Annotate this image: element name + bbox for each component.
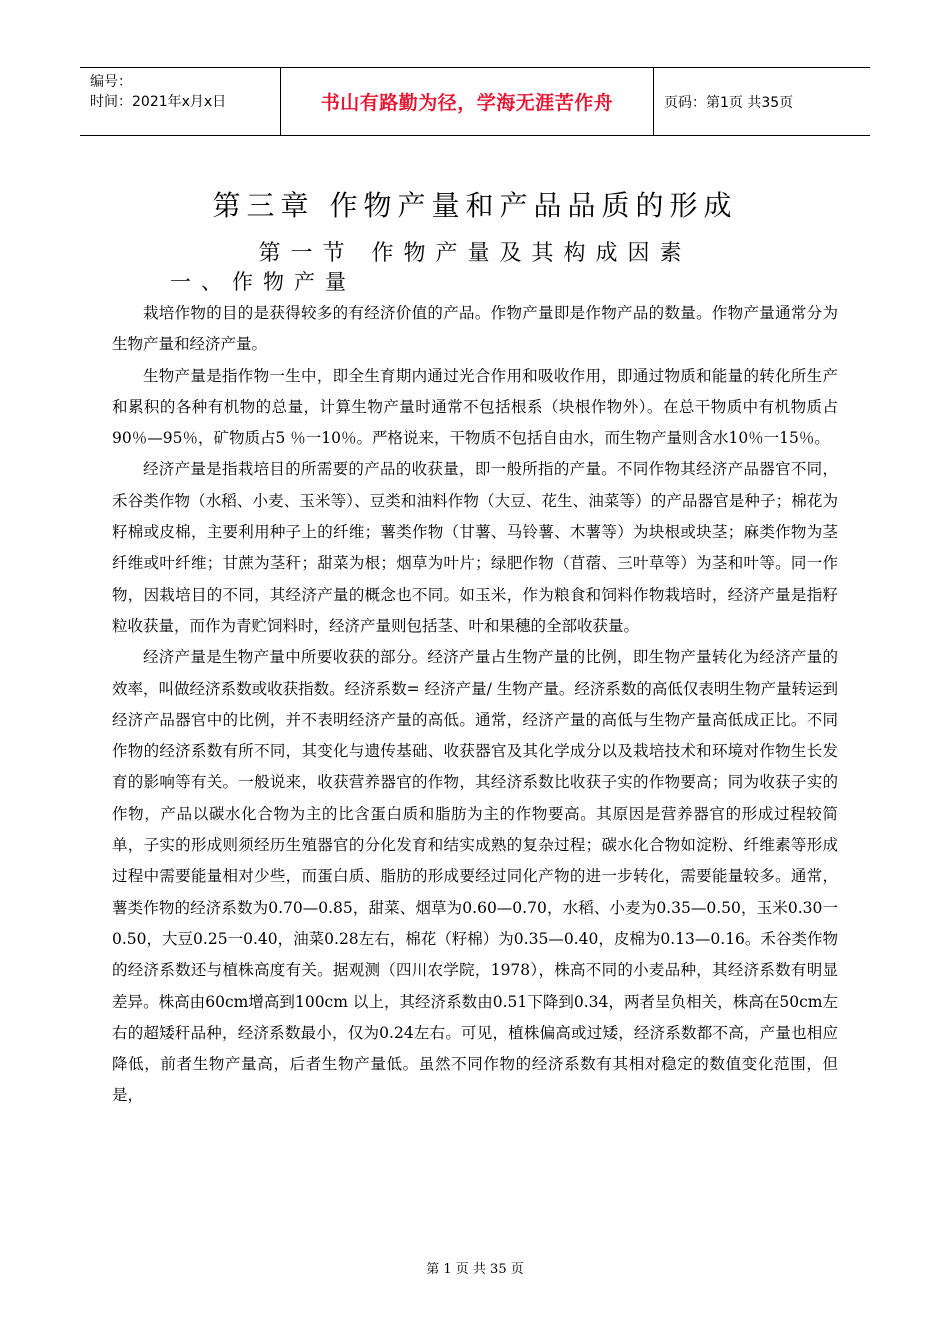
page-header xyxy=(80,67,870,136)
header-meta xyxy=(80,68,280,135)
chapter-title: 第三章 作物产量和产品品质的形成 xyxy=(212,189,738,222)
section-title: 第一节 作物产量及其构成因素 xyxy=(258,241,692,266)
header-page-info: 页码：第1页 共35页 xyxy=(664,94,794,111)
paragraph: 经济产量是生物产量中所要收获的部分。经济产量占生物产量的比例，即生物产量转化为经济产量的效率，叫做经济系数或收获指数。经济系数= 经济产量/ 生物产量。经济系数的高低仅表明生物产量转运到经济产品器官中的比例，并不表明经济产量的高低。通常，经济产量的高低与生物产量高低成正比。不同作物的经济系数有所不同，其变化与遗传基础、收获器官及其化学成分以及栽培技术和环境对作物生长发育的影响等有关。一般说来，收获营养器官的作物，其经济系数比收获子实的作物要高；同为收获子实的作物，产品以碳水化合物为主的比含蛋白质和脂肪为主的作物要高。其原因是营养器官的形成过程较简单，子实的形成则须经历生殖器官的分化发育和结实成熟的复杂过程；碳水化合物如淀粉、纤维素等形成过程中需要能量相对少些，而蛋白质、脂肪的形成要经过同化产物的进一步转化，需要能量较多。通常，薯类作物的经济系数为0.70—0.85，甜菜、烟草为0.60—0.70，水稻、小麦为0.35—0.50，玉米0.30一0.50，大豆0.25一0.40，油菜0.28左右，棉花（籽棉）为0.35—0.40，皮棉为0.13—0.16。禾谷类作物的经济系数还与植株高度有关。据观测（四川农学院，1978），株高不同的小麦品种，其经济系数有明显差异。株高由60cm增高到100cm 以上，其经济系数由0.51下降到0.34，两者呈负相关，株高在50cm左右的超矮秆品种，经济系数最小，仅为0.24左右。可见，植株偏高或过矮，经济系数都不高，产量也相应降低，前者生物产量高，后者生物产量低。虽然不同作物的经济系数有其相对稳定的数值变化范围，但是， xyxy=(112,648,838,1105)
paragraph: 栽培作物的目的是获得较多的有经济价值的产品。作物产量即是作物产品的数量。作物产量通常分为生物产量和经济产量。 xyxy=(112,304,838,354)
subsection-title: 一、作物产量 xyxy=(170,270,356,294)
document-code-label: 编号： xyxy=(90,74,132,90)
paragraph: 经济产量是指栽培目的所需要的产品的收获量，即一般所指的产量。不同作物其经济产品器官不同，禾谷类作物（水稻、小麦、玉米等）、豆类和油料作物（大豆、花生、油菜等）的产品器官是种子；棉花为籽棉或皮棉，主要利用种子上的纤维；薯类作物（甘薯、马铃薯、木薯等）为块根或块茎；麻类作物为茎纤维或叶纤维；甘蔗为茎秆；甜菜为根；烟草为叶片；绿肥作物（苜蓿、三叶草等）为茎和叶等。同一作物，因栽培目的不同，其经济产量的概念也不同。如玉米，作为粮食和饲料作物栽培时，经济产量是指籽粒收获量，而作为青贮饲料时，经济产量则包括茎、叶和果穗的全部收获量。 xyxy=(112,460,838,635)
page-footer: 第 1 页 共 35 页 xyxy=(426,1262,524,1277)
document-date: 时间：2021年x月x日 xyxy=(90,94,227,110)
header-motto: 书山有路勤为径，学海无涯苦作舟 xyxy=(280,68,654,135)
paragraph: 生物产量是指作物一生中，即全生育期内通过光合作用和吸收作用，即通过物质和能量的转化所生产和累积的各种有机物的总量，计算生物产量时通常不包括根系（块根作物外）。在总干物质中有机物质占90％—95％，矿物质占5 ％一10％。严格说来，干物质不包括自由水，而生物产量则含水10％一15％。 xyxy=(112,366,838,448)
body-text xyxy=(112,298,838,1112)
